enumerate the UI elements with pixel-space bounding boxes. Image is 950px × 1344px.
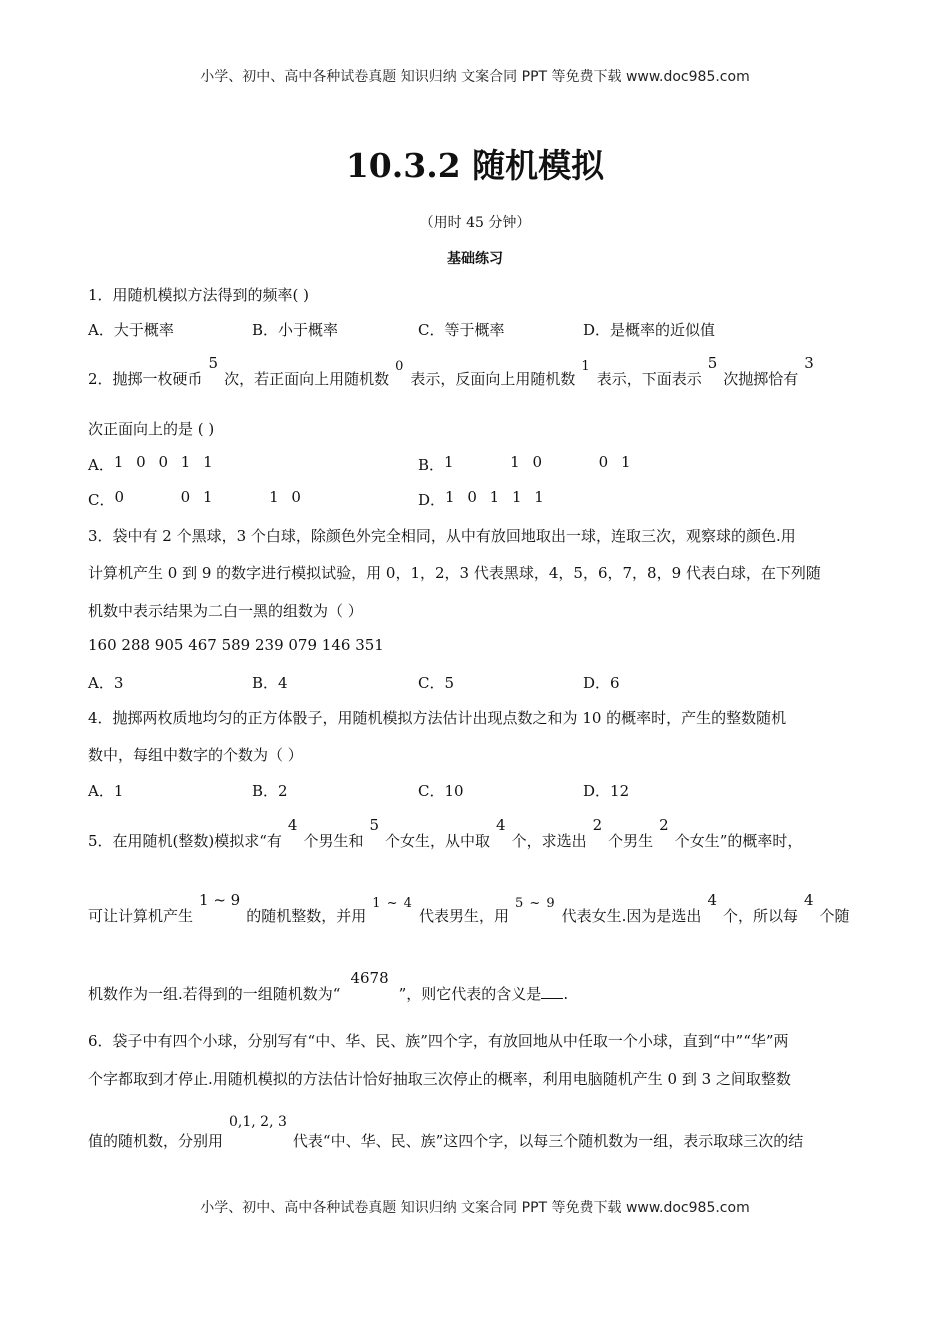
q5-math: 4 (496, 816, 506, 834)
q5-text: 个男生和 (303, 832, 364, 850)
q2-math: 1 (581, 359, 591, 374)
question-1-stem: 1．用随机模拟方法得到的频率( ) (88, 286, 310, 304)
q5-text: 个，所以每 (722, 907, 798, 925)
q4-option-b: B．2 (252, 782, 288, 800)
q6-math: 0,1, 2, 3 (229, 1114, 287, 1130)
q5-math: 5 ~ 9 (514, 896, 556, 911)
q2-option-a-label: A． (88, 456, 114, 474)
q2-text: 次抛掷恰有 (723, 370, 799, 388)
q2-math: 3 (804, 354, 814, 372)
q5-text: 个，求选出 (511, 832, 587, 850)
q2-text: 次，若正面向上用随机数 (224, 370, 390, 388)
question-4-line2: 数中，每组中数字的个数为（ ） (88, 746, 303, 764)
q5-text: 个随 (819, 907, 850, 925)
q5-text: 的随机整数，并用 (246, 907, 367, 925)
q5-text: 个男生 (608, 832, 654, 850)
q4-option-c: C．10 (418, 782, 464, 800)
q3-option-d: D．6 (583, 674, 620, 692)
q5-math: 2 (659, 816, 669, 834)
question-6-line3 (88, 1114, 804, 1151)
q5-math: 4678 (350, 969, 389, 987)
q2-text: 表示，反面向上用随机数 (410, 370, 576, 388)
question-3-numbers: 160 288 905 467 589 239 079 146 351 (88, 636, 384, 654)
question-4-line1: 4．抛掷两枚质地均匀的正方体骰子，用随机模拟方法估计出现点数之和为 10 的概率时，产生的整数随机 (88, 709, 787, 727)
q2-option-d (418, 489, 548, 510)
question-6-line1: 6．袋子中有四个小球，分别写有“中、华、民、族”四个字，有放回地从中任取一个小球，直到“中”“华”两 (88, 1032, 789, 1050)
q5-math: 4 (287, 816, 298, 834)
q5-text: 个女生”的概率时， (674, 832, 803, 850)
q5-math: 2 (592, 816, 603, 834)
answer-blank (541, 986, 563, 999)
q2-text: 2．抛掷一枚硬币 (88, 370, 203, 388)
question-5-line2 (88, 891, 850, 926)
q2-text: 表示，下面表示 (596, 370, 702, 388)
question-3-line1: 3．袋中有 2 个黑球，3 个白球，除颜色外完全相同，从中有放回地取出一球，连取三次，观察球的颜色.用 (88, 527, 796, 545)
q2-math: 5 (208, 354, 219, 372)
q1-option-d: D．是概率的近似值 (583, 321, 716, 339)
q1-option-a: A．大于概率 (88, 321, 174, 339)
q2-option-b-value: 1 1 0 0 1 (444, 453, 635, 471)
q2-option-a (88, 454, 217, 475)
q5-text: 机数作为一组.若得到的一组随机数为“ (88, 985, 341, 1003)
duration-note: （用时 45 分钟） (419, 215, 531, 231)
q2-option-d-value: 1 0 1 1 1 (445, 488, 548, 506)
footer-banner: 小学、初中、高中各种试卷真题 知识归纳 文案合同 PPT 等免费下载 www.doc985.com (200, 1200, 750, 1216)
question-5-line1 (88, 816, 803, 851)
q3-option-c: C．5 (418, 674, 455, 692)
q2-option-a-value: 1 0 0 1 1 (113, 453, 217, 471)
q2-option-b-label: B． (418, 456, 445, 474)
q3-option-a: A．3 (88, 674, 124, 692)
q2-option-b (418, 454, 635, 475)
q5-text: . (563, 985, 569, 1003)
q4-option-d: D．12 (583, 782, 630, 800)
question-6-line2: 个字都取到才停止.用随机模拟的方法估计恰好抽取三次停止的概率，利用电脑随机产生 0 到 3 之间取整数 (88, 1070, 791, 1088)
header-banner: 小学、初中、高中各种试卷真题 知识归纳 文案合同 PPT 等免费下载 www.doc985.com (200, 69, 750, 85)
q5-math: 1 ~ 4 (372, 896, 413, 911)
page-title: 10.3.2 随机模拟 (345, 146, 605, 185)
q2-math: 5 (707, 354, 718, 372)
q5-text: 代表女生.因为是选出 (561, 907, 702, 925)
section-heading: 基础练习 (447, 251, 503, 267)
q5-text: 代表男生，用 (418, 907, 509, 925)
q1-option-c: C．等于概率 (418, 321, 505, 339)
q5-text: 个女生，从中取 (385, 832, 491, 850)
q5-math: 4 (804, 891, 814, 909)
question-3-line3: 机数中表示结果为二白一黑的组数为（ ） (88, 602, 363, 620)
q5-text: 5．在用随机(整数)模拟求“有 (88, 832, 282, 850)
q6-text: 代表“中、华、民、族”这四个字，以每三个随机数为一组，表示取球三次的结 (292, 1132, 804, 1150)
question-5-line3 (88, 969, 569, 1004)
q5-math: 5 (369, 816, 380, 834)
q5-math: 4 (707, 891, 717, 909)
q5-text: 可让计算机产生 (88, 907, 194, 925)
q4-option-a: A．1 (88, 782, 124, 800)
q3-option-b: B．4 (252, 674, 288, 692)
question-3-line2: 计算机产生 0 到 9 的数字进行模拟试验，用 0，1，2，3 代表黑球，4，5，6，7，8，9 代表白球，在下列随 (88, 564, 821, 582)
q2-math: 0 (395, 359, 405, 374)
q2-option-c (88, 489, 305, 510)
q5-math: 1 ~ 9 (199, 891, 241, 909)
q2-option-d-label: D． (418, 491, 446, 509)
q6-text: 值的随机数，分别用 (88, 1132, 224, 1150)
q1-option-b: B．小于概率 (252, 321, 339, 339)
q5-text: ”，则它代表的含义是 (398, 985, 542, 1003)
question-2-stem (88, 354, 820, 389)
q2-option-c-label: C． (88, 491, 115, 509)
question-2-line2: 次正面向上的是 ( ) (88, 420, 215, 438)
q2-option-c-value: 0 0 1 1 0 (114, 488, 305, 506)
